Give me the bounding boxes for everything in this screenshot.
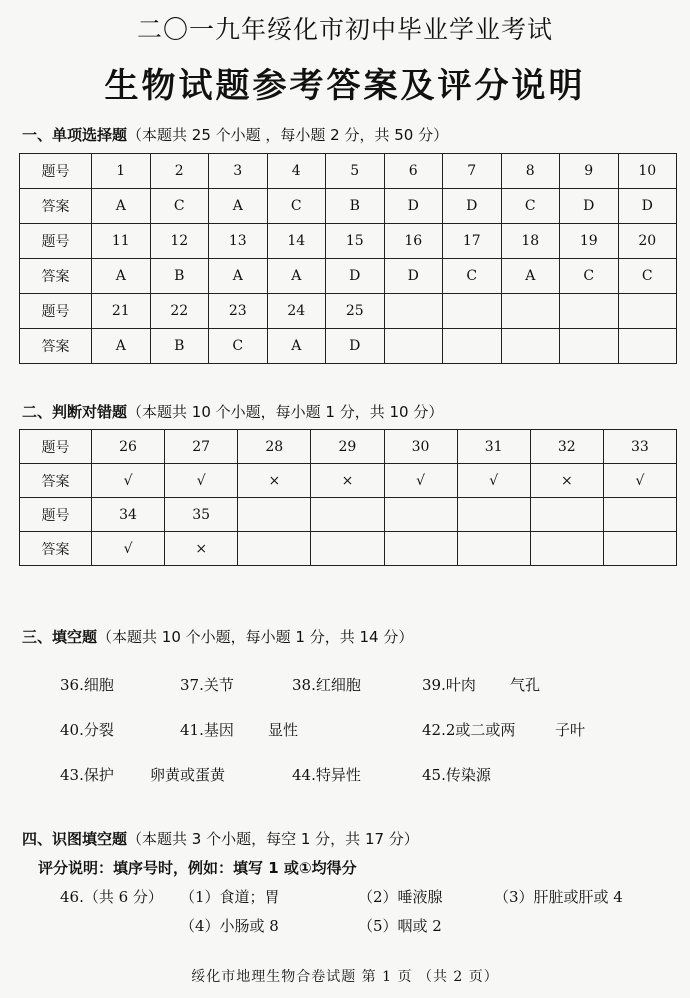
row-label-number: 题号 [20,498,92,532]
answer-cell: √ [457,464,530,498]
question-number-cell [501,294,560,329]
row-label-answer: 答案 [20,532,92,566]
question-number-row [20,294,677,329]
answer-cell: D [326,329,385,364]
choice-answer-table [19,153,677,364]
question-number-cell [443,294,502,329]
question-number-cell [530,498,603,532]
answer-cell [530,532,603,566]
row-label-answer: 答案 [20,464,92,498]
answer-cell: B [326,189,385,224]
question-number-cell [560,294,619,329]
question-number-cell: 34 [92,498,165,532]
section4-heading [22,828,419,849]
answer-cell: A [267,329,326,364]
question-number-cell [238,498,311,532]
question-number-cell: 8 [501,154,560,189]
answer-cell: A [92,189,151,224]
answer-cell: √ [603,464,676,498]
question-number-cell: 25 [326,294,385,329]
question-number-cell: 9 [560,154,619,189]
section1-title: 一、单项选择题 [22,126,128,144]
answer-cell: D [443,189,502,224]
answer-cell: C [443,259,502,294]
section3-heading [22,626,413,647]
section2-note: （本题共 10 个小题，每小题 1 分，共 10 分） [127,403,444,421]
section2-heading [22,401,443,422]
section1-heading [22,124,448,145]
answer-cell: D [384,189,443,224]
answer-cell [238,532,311,566]
answer-cell: √ [384,464,457,498]
answer-row [20,329,677,364]
answer-cell: √ [92,532,165,566]
answer-row [20,259,677,294]
question-number-cell: 29 [311,430,384,464]
scoring-rule: 评分说明：填序号时，例如：填写 1 或①均得分 [38,859,357,877]
answer-cell: D [326,259,385,294]
q46-answer: （5）咽或 2 [358,917,442,935]
answer-cell: C [150,189,209,224]
answer-cell [457,532,530,566]
question-number-cell: 24 [267,294,326,329]
fill-answer: 36.细胞 [60,676,114,694]
question-number-cell: 6 [384,154,443,189]
answer-cell [311,532,384,566]
answer-cell: A [501,259,560,294]
q46-answer: （4）小肠或 8 [180,917,279,935]
answer-cell [501,329,560,364]
answer-row [20,464,677,498]
section4-title: 四、识图填空题 [22,830,128,848]
answer-cell [603,532,676,566]
page-footer: 绥化市地理生物合卷试题 第 1 页 （共 2 页） [191,969,499,985]
question-number-cell: 21 [92,294,151,329]
section1-note: （本题共 25 个小题 ，每小题 2 分，共 50 分） [127,126,449,144]
answer-cell: A [267,259,326,294]
question-number-cell: 32 [530,430,603,464]
answer-cell: C [560,259,619,294]
question-number-cell: 20 [618,224,677,259]
answer-cell: C [209,329,268,364]
answer-cell: D [384,259,443,294]
question-number-cell: 13 [209,224,268,259]
document-subtitle: 生物试题参考答案及评分说明 [104,66,586,106]
answer-row [20,532,677,566]
question-number-cell [311,498,384,532]
answer-cell: × [165,532,238,566]
question-number-cell: 27 [165,430,238,464]
fill-answer: 37.关节 [180,676,234,694]
question-number-cell: 17 [443,224,502,259]
question-number-cell [603,498,676,532]
q46-answer: （3）肝脏或肝或 4 [494,888,623,906]
question-number-cell: 23 [209,294,268,329]
answer-cell [443,329,502,364]
answer-cell: D [618,189,677,224]
q46-answer: （1）食道；胃 [180,888,280,906]
question-number-cell: 5 [326,154,385,189]
fill-answer: 42.2或二或两 [422,721,516,739]
row-label-answer: 答案 [20,329,92,364]
answer-cell: C [267,189,326,224]
answer-cell: √ [92,464,165,498]
question-number-cell [384,498,457,532]
question-number-cell [618,294,677,329]
answer-cell: × [311,464,384,498]
question-number-cell: 33 [603,430,676,464]
true-false-answer-table [19,429,677,566]
answer-cell: C [501,189,560,224]
question-number-cell: 19 [560,224,619,259]
fill-answer: 显性 [268,721,299,739]
question-number-cell: 4 [267,154,326,189]
fill-answer: 39.叶肉 [422,676,476,694]
row-label-number: 题号 [20,430,92,464]
question-number-row [20,430,677,464]
answer-cell [560,329,619,364]
answer-cell [618,329,677,364]
question-number-cell: 12 [150,224,209,259]
question-number-cell: 15 [326,224,385,259]
row-label-number: 题号 [20,224,92,259]
fill-answer: 44.特异性 [292,766,361,784]
answer-cell: A [92,259,151,294]
answer-cell: × [238,464,311,498]
fill-answer: 41.基因 [180,721,234,739]
row-label-answer: 答案 [20,189,92,224]
q46-label: 46.（共 6 分） [60,888,163,906]
question-number-row [20,154,677,189]
answer-cell: B [150,259,209,294]
question-number-cell: 22 [150,294,209,329]
row-label-number: 题号 [20,154,92,189]
answer-cell: × [530,464,603,498]
question-number-cell [384,294,443,329]
answer-row [20,189,677,224]
exam-title: 二〇一九年绥化市初中毕业学业考试 [136,15,553,44]
question-number-cell [457,498,530,532]
answer-cell: A [209,189,268,224]
fill-answer: 卵黄或蛋黄 [150,766,226,784]
fill-answer: 38.红细胞 [292,676,361,694]
fill-answer: 40.分裂 [60,721,114,739]
answer-cell: √ [165,464,238,498]
question-number-cell: 28 [238,430,311,464]
question-number-cell: 2 [150,154,209,189]
question-number-cell: 35 [165,498,238,532]
section3-title: 三、填空题 [22,628,98,646]
question-number-cell: 1 [92,154,151,189]
row-label-number: 题号 [20,294,92,329]
answer-cell [384,532,457,566]
fill-answer: 43.保护 [60,766,114,784]
question-number-cell: 10 [618,154,677,189]
fill-answer: 气孔 [510,676,541,694]
row-label-answer: 答案 [20,259,92,294]
question-number-cell: 3 [209,154,268,189]
answer-cell: B [150,329,209,364]
question-number-cell: 18 [501,224,560,259]
question-number-cell: 16 [384,224,443,259]
question-number-cell: 11 [92,224,151,259]
question-number-cell: 26 [92,430,165,464]
question-number-cell: 30 [384,430,457,464]
q46-answer: （2）唾液腺 [358,888,443,906]
answer-cell: C [618,259,677,294]
question-number-row [20,224,677,259]
answer-cell: A [92,329,151,364]
section2-title: 二、判断对错题 [22,403,128,421]
answer-cell: A [209,259,268,294]
fill-answer: 45.传染源 [422,766,491,784]
section4-note: （本题共 3 个小题，每空 1 分，共 17 分） [127,830,419,848]
question-number-cell: 7 [443,154,502,189]
section3-note: （本题共 10 个小题，每小题 1 分，共 14 分） [97,628,414,646]
fill-answer: 子叶 [555,721,586,739]
question-number-cell: 14 [267,224,326,259]
answer-cell [384,329,443,364]
answer-cell: D [560,189,619,224]
question-number-row [20,498,677,532]
question-number-cell: 31 [457,430,530,464]
